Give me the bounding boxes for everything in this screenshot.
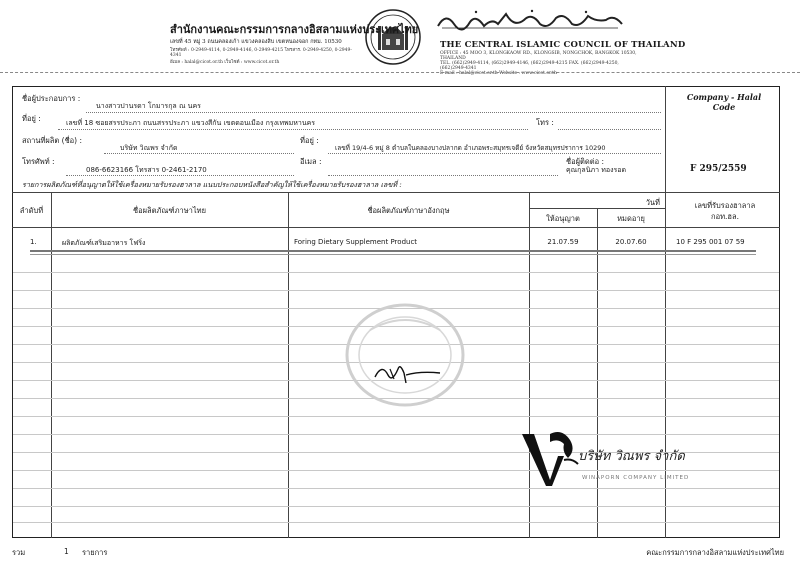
- instruction-text: รายการผลิตภัณฑ์ที่อนุญาตให้ใช้เครื่องหมายรับรองฮาลาล แนบประกอบหนังสือสำคัญให้ใช้เครื่องหมายรับรองฮาลาล เลขที่ :: [22, 180, 402, 189]
- ruled-row: [13, 416, 779, 417]
- footer-total-label: รวม: [12, 548, 26, 557]
- address-underline: [58, 129, 528, 130]
- english-org-name: THE CENTRAL ISLAMIC COUNCIL OF THAILAND: [440, 40, 686, 50]
- footer-items-label: รายการ: [82, 548, 108, 557]
- facility-name-value: บริษัท วิณพร จำกัด: [120, 144, 178, 152]
- company-stamp-logo: [520, 430, 580, 488]
- col-divider-1: [51, 192, 52, 538]
- thai-contact: อีเมล : halal@cicot.or.th เว็บไซต์ : www.cicot.or.th: [170, 60, 280, 65]
- contact-person-value: คุณกุลนิภา ทองรอด: [566, 166, 627, 174]
- row-1-double-underline-b: [30, 254, 756, 255]
- row-1-double-underline: [30, 250, 756, 252]
- arabic-calligraphy-logo: [436, 8, 624, 32]
- company-stamp-thai: บริษัท วิณพร จำกัด: [578, 449, 685, 464]
- row-1-expiry: 20.07.60: [615, 238, 647, 246]
- header-expiry: หมดอายุ: [617, 214, 645, 223]
- header-cert-code: เลขที่รับรองฮาลาล กอท.ฮล.: [694, 201, 756, 221]
- ruled-row: [13, 290, 779, 291]
- email-label: อีเมล :: [300, 157, 322, 166]
- address-label: ที่อยู่ :: [22, 114, 41, 123]
- english-phone: TEL. (662)2949-4114, (662)2949-4146, (662)2949-4215 FAX. (662)2949-4250, (662)2949-4341: [440, 61, 619, 71]
- email-underline: [328, 175, 558, 176]
- ruled-row: [13, 522, 779, 523]
- telephone-label: โทรศัพท์ :: [22, 157, 55, 166]
- english-contact: E-mail : halal@cicot.or.th Website : www.cicot.or.th: [440, 71, 557, 76]
- ruled-row: [13, 488, 779, 489]
- header-index: ลำดับที่: [19, 206, 44, 215]
- telephone-underline: [66, 175, 294, 176]
- thai-address-block: [170, 38, 360, 65]
- row-1-cert-code: 10 F 295 001 07 59: [676, 238, 745, 246]
- thai-org-name: สำนักงานคณะกรรมการกลางอิสลามแห่งประเทศไทย: [170, 23, 419, 36]
- company-halal-code-label: Company - Halal Code: [686, 92, 762, 112]
- telephone-value: 086-6623166 โทรสาร 0-2461-2170: [86, 166, 207, 174]
- facility-label: สถานที่ผลิต (ชื่อ) :: [22, 136, 83, 145]
- ruled-row: [13, 470, 779, 471]
- company-stamp-english: WINAPORN COMPANY LIMITED: [582, 475, 690, 481]
- english-address: OFFICE : 45 MOO 3, KLONGKAOW RD., KLONGSIB, NONGCHOK, BANGKOK 10530, THAILAND: [440, 51, 637, 61]
- header-issued: ให้อนุญาต: [546, 214, 580, 223]
- applicant-underline: [86, 112, 661, 113]
- facility-address-label: ที่อยู่ :: [300, 136, 319, 145]
- row-1-issued: 21.07.59: [547, 238, 579, 246]
- row-1-thai-name: ผลิตภัณฑ์เสริมอาหาร โฟริ่ง: [62, 239, 146, 247]
- applicant-label: ชื่อผู้ประกอบการ :: [22, 94, 81, 103]
- address-value: เลขที่ 18 ซอยสรรประภา ถนนสรรประภา แขวงสีกัน เขตดอนเมือง กรุงเทพมหานคร: [66, 119, 316, 127]
- footer-org-name: คณะกรรมการกลางอิสลามแห่งประเทศไทย: [646, 548, 784, 557]
- header-english-name: ชื่อผลิตภัณฑ์ภาษาอังกฤษ: [367, 206, 450, 215]
- ruled-row: [13, 272, 779, 273]
- facility-address-value: เลขที่ 19/4-6 หมู่ 8 ตำบลในคลองบางปลากด อำเภอพระสมุทรเจดีย์ จังหวัดสมุทรปราการ 10290: [335, 144, 606, 152]
- footer-total-count: 1: [64, 547, 69, 556]
- applicant-value: นางสาวปานรดา โกมารกุล ณ นคร: [96, 102, 201, 110]
- thai-phone: โทรศัพท์ : 0-2949-4114, 0-2949-4146, 0-2949-4215 โทรสาร. 0-2949-4250, 0-2949-4341: [170, 48, 352, 58]
- right-column-divider: [665, 86, 666, 192]
- authorized-signature: [370, 355, 450, 390]
- header-date-group: วันที่: [645, 198, 660, 207]
- row-1-index: 1.: [30, 238, 37, 246]
- col-divider-5: [665, 192, 666, 538]
- certificate-number-value: F 295/2559: [690, 164, 747, 174]
- phone-underline: [558, 129, 661, 130]
- phone-short-label: โทร :: [536, 118, 554, 127]
- facility-name-underline: [104, 153, 294, 154]
- facility-address-underline: [328, 153, 661, 154]
- row-1-english-name: Foring Dietary Supplement Product: [294, 238, 418, 246]
- perforation-divider: [0, 72, 800, 73]
- contact-person-label: ชื่อผู้ติดต่อ :: [566, 157, 605, 166]
- ruled-row: [13, 506, 779, 507]
- ruled-row: [13, 434, 779, 435]
- col-divider-2: [288, 192, 289, 538]
- header-thai-name: ชื่อผลิตภัณฑ์ภาษาไทย: [132, 206, 206, 215]
- thai-address: เลขที่ 45 หมู่ 3 ถนนคลองเก้า แขวงคลองสิบ เขตหนองจอก กทม. 10530: [170, 39, 342, 45]
